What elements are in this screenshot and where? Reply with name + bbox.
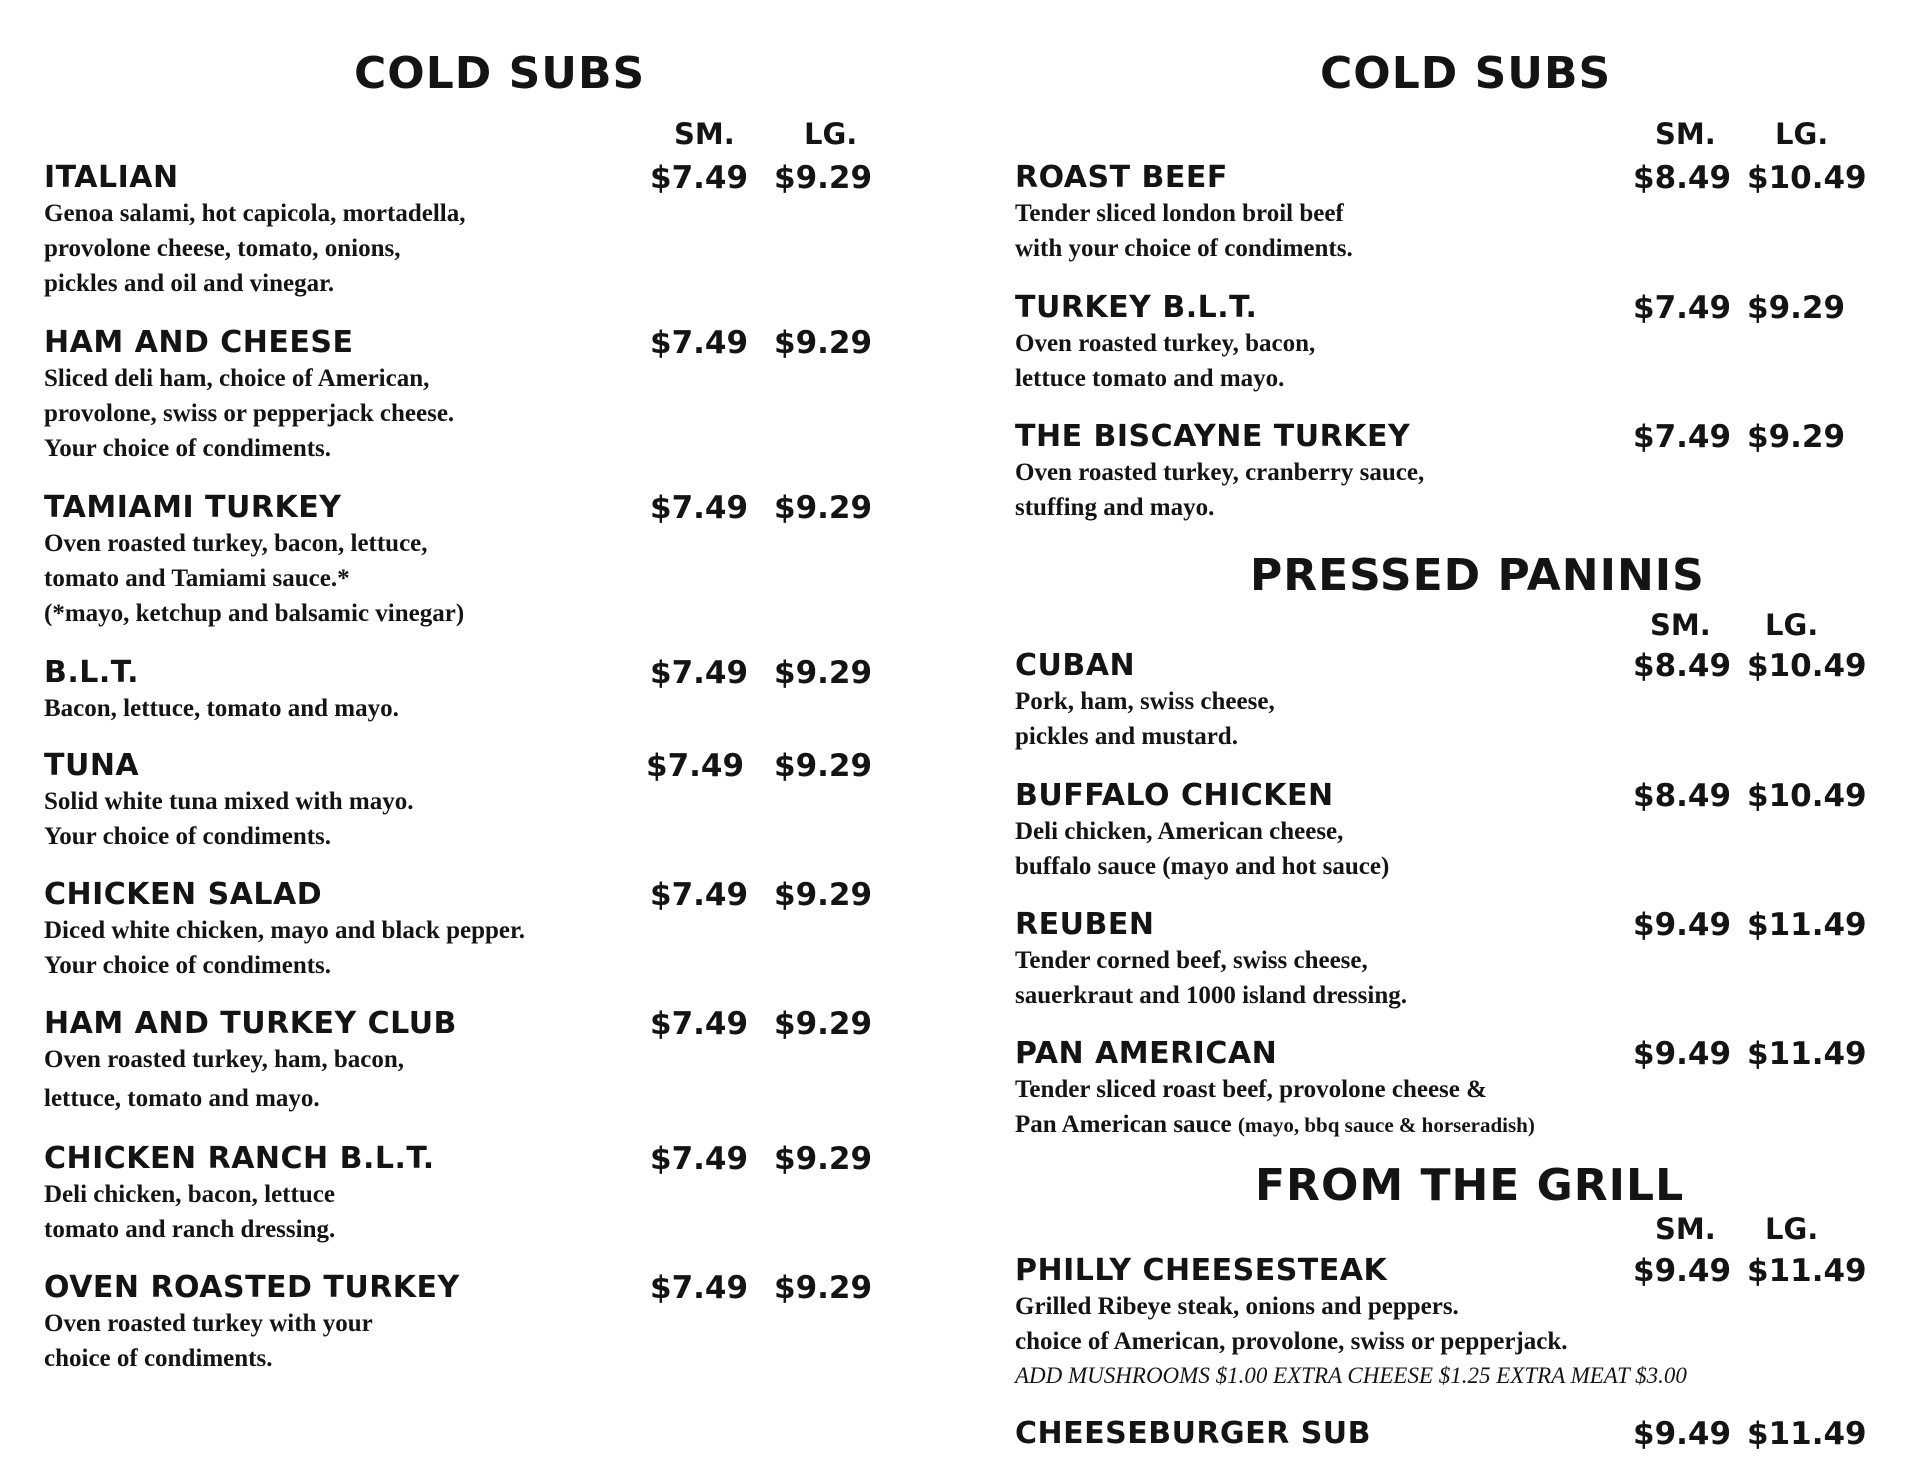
item-name: ITALIAN: [44, 160, 179, 195]
item-description-line: pickles and mustard.: [1015, 723, 1238, 750]
price-small: $7.49: [1633, 419, 1732, 455]
price-large: $9.29: [774, 1141, 873, 1177]
item-name: THE BISCAYNE TURKEY: [1015, 419, 1411, 454]
item-description-line: provolone, swiss or pepperjack cheese.: [44, 400, 455, 427]
menu-item-italian: [44, 160, 873, 301]
menu-item-ham-and-cheese: [44, 325, 873, 466]
section-title-pressed-paninis: PRESSED PANINIS: [1250, 550, 1705, 601]
menu-item-turkey-blt: [1015, 290, 1846, 396]
item-description-line: Tender corned beef, swiss cheese,: [1015, 947, 1368, 974]
item-description-line: Your choice of condiments.: [44, 952, 332, 979]
item-name: ROAST BEEF: [1015, 160, 1228, 195]
menu-item-biscayne-turkey: [1015, 419, 1846, 525]
price-small: $7.49: [650, 877, 749, 913]
item-description-line: Diced white chicken, mayo and black pepper.: [44, 917, 526, 944]
item-description-line: with your choice of condiments.: [1015, 235, 1353, 262]
item-description-line: Your choice of condiments.: [44, 435, 332, 462]
price-large: $11.49: [1747, 1036, 1867, 1072]
item-description-line: stuffing and mayo.: [1015, 494, 1215, 521]
price-large: $9.29: [774, 1270, 873, 1306]
price-small: $7.49: [650, 1270, 749, 1306]
price-small: $9.49: [1633, 1253, 1732, 1289]
price-small: $7.49: [650, 655, 749, 691]
item-description-line: choice of American, provolone, swiss or pepperjack.: [1015, 1328, 1568, 1355]
size-small-header: SM.: [674, 117, 735, 151]
price-large: $11.49: [1747, 1416, 1867, 1452]
price-small: $7.49: [1633, 290, 1732, 326]
item-description-line: Oven roasted turkey, ham, bacon,: [44, 1046, 404, 1073]
item-name: CHEESEBURGER SUB: [1015, 1416, 1372, 1451]
size-small-header: SM.: [1655, 117, 1716, 151]
item-description-line: Tender sliced london broil beef: [1015, 200, 1344, 227]
price-large: $9.29: [1747, 419, 1846, 455]
size-large-header: LG.: [804, 117, 858, 151]
price-small: $8.49: [1633, 778, 1732, 814]
item-name: CHICKEN RANCH B.L.T.: [44, 1141, 435, 1176]
price-small: $8.49: [1633, 160, 1732, 196]
add-ons-line: ADD MUSHROOMS $1.00 EXTRA CHEESE $1.25 EXTRA MEAT $3.00: [1015, 1363, 1687, 1388]
item-description-line: tomato and ranch dressing.: [44, 1216, 336, 1243]
item-description-line: lettuce tomato and mayo.: [1015, 365, 1285, 392]
item-name: BUFFALO CHICKEN: [1015, 778, 1334, 813]
price-large: $9.29: [774, 748, 873, 784]
price-large: $9.29: [774, 160, 873, 196]
section-title-cold-subs: COLD SUBS: [1320, 48, 1612, 99]
item-name: B.L.T.: [44, 655, 140, 690]
menu-item-chicken-ranch-blt: [44, 1141, 873, 1247]
size-large-header: LG.: [1775, 117, 1829, 151]
section-title-cold-subs: COLD SUBS: [354, 48, 646, 99]
item-description-line: Solid white tuna mixed with mayo.: [44, 788, 414, 815]
item-name: PAN AMERICAN: [1015, 1036, 1278, 1071]
item-description-line: Sliced deli ham, choice of American,: [44, 365, 430, 392]
item-description-line: Oven roasted turkey, bacon, lettuce,: [44, 530, 428, 557]
price-large: $9.29: [1747, 290, 1846, 326]
price-small: $7.49: [650, 160, 749, 196]
price-small: $7.49: [650, 325, 749, 361]
size-large-header: LG.: [1765, 1212, 1819, 1246]
menu-item-pan-american: [1015, 1036, 1867, 1143]
price-small: $7.49: [650, 490, 749, 526]
price-large: $11.49: [1747, 1253, 1867, 1289]
item-description-line: Deli chicken, bacon, lettuce: [44, 1181, 335, 1208]
item-description-line: Pork, ham, swiss cheese,: [1015, 688, 1275, 715]
item-name: TUNA: [44, 748, 140, 783]
size-large-header: LG.: [1765, 608, 1819, 642]
price-large: $10.49: [1747, 778, 1867, 814]
section-title-from-the-grill: FROM THE GRILL: [1255, 1160, 1685, 1211]
price-large: $9.29: [774, 490, 873, 526]
item-description-line: Bacon, lettuce, tomato and mayo.: [44, 695, 399, 722]
item-description-line: Tender sliced roast beef, provolone cheese &: [1015, 1076, 1487, 1103]
sauce-ingredients: (mayo, bbq sauce & horseradish): [1237, 1113, 1535, 1137]
item-description-line: (*mayo, ketchup and balsamic vinegar): [44, 600, 465, 627]
price-small: $9.49: [1633, 1036, 1732, 1072]
menu-item-cuban: [1015, 648, 1867, 754]
item-description-line: buffalo sauce (mayo and hot sauce): [1015, 853, 1390, 880]
item-name: OVEN ROASTED TURKEY: [44, 1270, 460, 1305]
item-name: CHICKEN SALAD: [44, 877, 323, 912]
price-large: $9.29: [774, 877, 873, 913]
item-name: CUBAN: [1015, 648, 1136, 683]
price-small: $7.49: [650, 1141, 749, 1177]
menu-item-ham-and-turkey-club: [44, 1006, 873, 1116]
item-description-line: Genoa salami, hot capicola, mortadella,: [44, 200, 466, 227]
item-description-line: choice of condiments.: [44, 1345, 273, 1372]
size-small-header: SM.: [1655, 1212, 1716, 1246]
item-name: HAM AND TURKEY CLUB: [44, 1006, 457, 1041]
price-large: $9.29: [774, 655, 873, 691]
menu-item-buffalo-chicken: [1015, 778, 1867, 884]
item-description-line: lettuce, tomato and mayo.: [44, 1085, 320, 1112]
item-description-line: pickles and oil and vinegar.: [44, 270, 335, 297]
item-description-line: tomato and Tamiami sauce.*: [44, 565, 350, 592]
menu-item-cheeseburger-sub: [1015, 1416, 1867, 1452]
item-description-line: Your choice of condiments.: [44, 823, 332, 850]
item-name: TAMIAMI TURKEY: [44, 490, 342, 525]
sauce-name: Pan American sauce: [1015, 1111, 1238, 1138]
item-description-line: provolone cheese, tomato, onions,: [44, 235, 401, 262]
item-description-line: Oven roasted turkey, cranberry sauce,: [1015, 459, 1425, 486]
item-name: TURKEY B.L.T.: [1015, 290, 1258, 325]
menu-item-philly-cheesesteak: [1015, 1253, 1867, 1393]
item-name: PHILLY CHEESESTEAK: [1015, 1253, 1388, 1288]
price-small: $9.49: [1633, 907, 1732, 943]
menu-item-tamiami-turkey: [44, 490, 873, 631]
price-small: $7.49: [646, 748, 745, 784]
item-description-line: Grilled Ribeye steak, onions and peppers.: [1015, 1293, 1459, 1320]
item-name: REUBEN: [1015, 907, 1155, 942]
price-small: $7.49: [650, 1006, 749, 1042]
size-small-header: SM.: [1650, 608, 1711, 642]
item-description-line: Oven roasted turkey with your: [44, 1310, 373, 1337]
item-name: HAM AND CHEESE: [44, 325, 354, 360]
price-small: $9.49: [1633, 1416, 1732, 1452]
menu-item-oven-roasted-turkey: [44, 1270, 873, 1376]
price-large: $10.49: [1747, 160, 1867, 196]
price-small: $8.49: [1633, 648, 1732, 684]
menu-item-roast-beef: [1015, 160, 1867, 266]
item-description-line: Oven roasted turkey, bacon,: [1015, 330, 1316, 357]
price-large: $10.49: [1747, 648, 1867, 684]
price-large: $11.49: [1747, 907, 1867, 943]
menu-item-tuna: [44, 748, 873, 854]
item-description-line: Deli chicken, American cheese,: [1015, 818, 1344, 845]
menu-item-chicken-salad: [44, 877, 873, 983]
menu-item-reuben: [1015, 907, 1867, 1013]
price-large: $9.29: [774, 1006, 873, 1042]
item-description-line: [1015, 1107, 1535, 1143]
item-description-line: sauerkraut and 1000 island dressing.: [1015, 982, 1407, 1009]
price-large: $9.29: [774, 325, 873, 361]
menu-item-blt: [44, 655, 873, 726]
